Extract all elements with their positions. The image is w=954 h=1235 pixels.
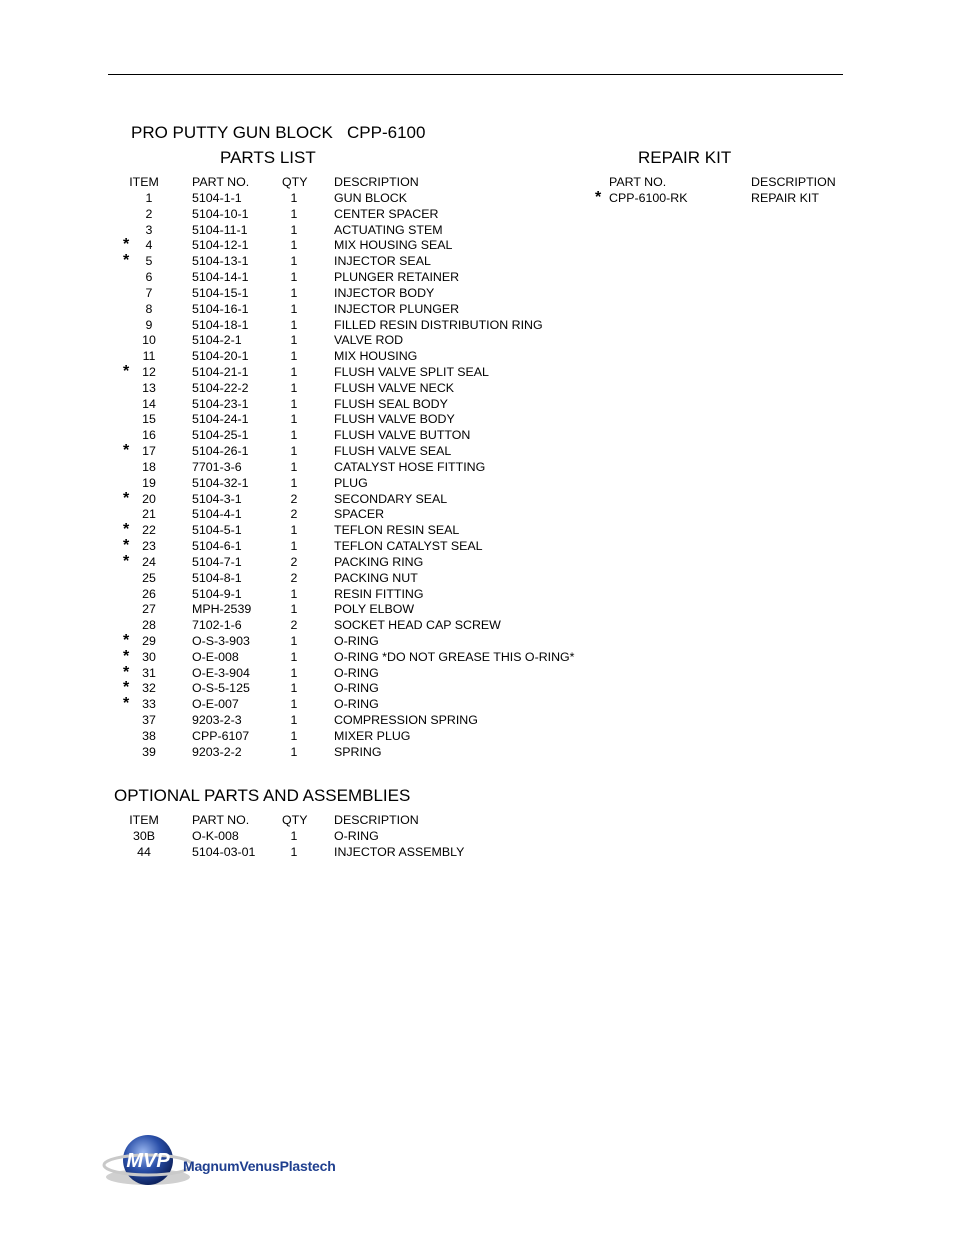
description: INJECTOR SEAL (334, 254, 431, 269)
item-number: 14 (142, 396, 156, 411)
part-number: 5104-13-1 (192, 254, 249, 269)
repair-kit-description: REPAIR KIT (751, 191, 819, 205)
part-number: 5104-4-1 (192, 507, 242, 522)
repair-kit-part-no: CPP-6100-RK (609, 191, 688, 205)
part-number: 5104-15-1 (192, 285, 249, 300)
quantity: 1 (290, 396, 298, 411)
part-number: 5104-03-01 (192, 845, 256, 859)
part-number: 9203-2-3 (192, 713, 242, 728)
quantity: 1 (290, 586, 298, 601)
part-number: 5104-9-1 (192, 586, 242, 601)
repair-kit-heading: REPAIR KIT (638, 148, 732, 167)
description: PACKING RING (334, 554, 424, 569)
item-number: 1 (145, 191, 153, 205)
item-number: 12 (142, 365, 156, 380)
part-number: 5104-5-1 (192, 523, 242, 538)
description: INJECTOR BODY (334, 285, 435, 300)
quantity: 1 (290, 602, 298, 617)
part-number: 5104-25-1 (192, 428, 249, 443)
part-number: 5104-23-1 (192, 396, 249, 411)
description: PLUG (334, 475, 368, 490)
quantity: 2 (290, 507, 298, 522)
part-number: 5104-6-1 (192, 539, 242, 554)
repair-kit-star-marker: * (123, 552, 130, 570)
description: SPACER (334, 507, 385, 522)
repair-kit-star-marker: * (123, 489, 130, 507)
description: COMPRESSION SPRING (334, 713, 478, 728)
item-number: 9 (145, 317, 153, 332)
description: FLUSH VALVE NECK (334, 380, 455, 395)
quantity: 1 (290, 539, 298, 554)
item-number: 7 (145, 285, 153, 300)
repair-kit-star-marker: * (595, 189, 602, 206)
item-number: 18 (142, 459, 156, 474)
item-number: 21 (142, 507, 156, 522)
quantity: 1 (290, 697, 298, 712)
optional-header-qty: QTY (282, 813, 308, 827)
part-number: 5104-32-1 (192, 475, 249, 490)
description: MIXER PLUG (334, 728, 411, 743)
repair-kit-star-marker: * (123, 537, 130, 555)
description: SPRING (334, 744, 382, 759)
item-number: 13 (142, 380, 156, 395)
item-number: 30B (132, 829, 156, 843)
repair-kit-star-marker: * (123, 695, 130, 713)
part-number: O-K-008 (192, 829, 239, 843)
item-number: 19 (142, 475, 156, 490)
item-number: 38 (142, 728, 156, 743)
item-number: 4 (145, 238, 153, 253)
description: SOCKET HEAD CAP SCREW (334, 618, 501, 633)
part-number: 5104-18-1 (192, 317, 249, 332)
optional-header-description: DESCRIPTION (334, 813, 419, 827)
quantity: 1 (290, 349, 298, 364)
part-number: CPP-6107 (192, 728, 250, 743)
description: MIX HOUSING (334, 349, 418, 364)
item-number: 22 (142, 523, 156, 538)
item-number: 29 (142, 633, 156, 648)
optional-header-item: ITEM (129, 813, 159, 827)
description: O-RING (334, 697, 379, 712)
quantity: 1 (290, 633, 298, 648)
part-number: 5104-10-1 (192, 206, 249, 221)
item-number: 44 (137, 845, 151, 859)
quantity: 1 (290, 829, 298, 843)
part-number: 5104-26-1 (192, 444, 249, 459)
logo-wordmark: MagnumVenusPlastech (183, 1158, 336, 1174)
description: PLUNGER RETAINER (334, 270, 460, 285)
description: SECONDARY SEAL (334, 491, 448, 506)
part-number: 7102-1-6 (192, 618, 242, 633)
repair-kit-star-marker: * (123, 679, 130, 697)
description: O-RING (334, 681, 379, 696)
item-number: 30 (142, 649, 156, 664)
repair-kit-star-marker: * (123, 236, 130, 254)
header-item: ITEM (129, 175, 159, 189)
description: PACKING NUT (334, 570, 418, 585)
part-number: O-S-5-125 (192, 681, 250, 696)
item-number: 25 (142, 570, 156, 585)
part-number: 5104-2-1 (192, 333, 242, 348)
repair-kit-star-marker: * (123, 631, 130, 649)
description: CENTER SPACER (334, 206, 439, 221)
repair-kit-star-marker: * (123, 521, 130, 539)
part-number: 5104-21-1 (192, 365, 249, 380)
repair-kit-header-part-no: PART NO. (609, 175, 667, 189)
quantity: 1 (290, 254, 298, 269)
quantity: 1 (290, 475, 298, 490)
quantity: 2 (290, 618, 298, 633)
part-number: O-S-3-903 (192, 633, 250, 648)
part-number: 5104-16-1 (192, 301, 249, 316)
logo-badge-text: MVP (126, 1150, 170, 1172)
item-number: 28 (142, 618, 156, 633)
description: RESIN FITTING (334, 586, 424, 601)
part-number: 5104-14-1 (192, 270, 249, 285)
repair-kit-star-marker: * (123, 647, 130, 665)
quantity: 1 (290, 238, 298, 253)
item-number: 31 (142, 665, 156, 680)
description: O-RING (334, 665, 379, 680)
quantity: 1 (290, 665, 298, 680)
mvp-globe-icon (102, 1133, 192, 1193)
quantity: 1 (290, 317, 298, 332)
item-number: 39 (142, 744, 156, 759)
quantity: 2 (290, 554, 298, 569)
quantity: 1 (290, 191, 298, 205)
optional-parts-heading: OPTIONAL PARTS AND ASSEMBLIES (114, 786, 411, 805)
item-number: 17 (142, 444, 156, 459)
description: TEFLON RESIN SEAL (334, 523, 460, 538)
quantity: 1 (290, 459, 298, 474)
part-number: O-E-008 (192, 649, 239, 664)
quantity: 1 (290, 728, 298, 743)
part-number: 5104-12-1 (192, 238, 249, 253)
part-number: 5104-3-1 (192, 491, 242, 506)
quantity: 1 (290, 444, 298, 459)
quantity: 1 (290, 845, 298, 859)
quantity: 1 (290, 333, 298, 348)
description: INJECTOR ASSEMBLY (334, 845, 465, 859)
description: GUN BLOCK (334, 191, 407, 205)
part-number: 5104-7-1 (192, 554, 242, 569)
quantity: 1 (290, 222, 298, 237)
description: FLUSH VALVE SPLIT SEAL (334, 365, 489, 380)
description: ACTUATING STEM (334, 222, 443, 237)
quantity: 2 (290, 570, 298, 585)
part-number: MPH-2539 (192, 602, 252, 617)
description: CATALYST HOSE FITTING (334, 459, 486, 474)
description: VALVE ROD (334, 333, 404, 348)
parts-list-heading: PARTS LIST (220, 148, 316, 167)
item-number: 33 (142, 697, 156, 712)
description: O-RING (334, 633, 379, 648)
header-qty: QTY (282, 175, 308, 189)
item-number: 15 (142, 412, 156, 427)
part-number: 9203-2-2 (192, 744, 242, 759)
item-number: 32 (142, 681, 156, 696)
item-number: 23 (142, 539, 156, 554)
item-number: 10 (142, 333, 156, 348)
part-number: 5104-20-1 (192, 349, 249, 364)
description: FLUSH VALVE BUTTON (334, 428, 471, 443)
quantity: 1 (290, 270, 298, 285)
item-number: 8 (145, 301, 153, 316)
item-number: 16 (142, 428, 156, 443)
part-number: O-E-3-904 (192, 665, 250, 680)
description: FLUSH VALVE BODY (334, 412, 455, 427)
item-number: 27 (142, 602, 156, 617)
item-number: 2 (145, 206, 153, 221)
item-number: 37 (142, 713, 156, 728)
quantity: 1 (290, 412, 298, 427)
repair-kit-header-description: DESCRIPTION (751, 175, 836, 189)
description: POLY ELBOW (334, 602, 415, 617)
quantity: 1 (290, 681, 298, 696)
item-number: 5 (145, 254, 153, 269)
description: FLUSH SEAL BODY (334, 396, 448, 411)
repair-kit-star-marker: * (123, 663, 130, 681)
part-number: 7701-3-6 (192, 459, 242, 474)
quantity: 1 (290, 744, 298, 759)
item-number: 11 (142, 349, 156, 364)
part-number: O-E-007 (192, 697, 239, 712)
description: MIX HOUSING SEAL (334, 238, 453, 253)
part-number: 5104-1-1 (192, 191, 242, 205)
quantity: 1 (290, 206, 298, 221)
description: FILLED RESIN DISTRIBUTION RING (334, 317, 543, 332)
item-number: 6 (145, 270, 153, 285)
header-rule (108, 74, 843, 75)
page-title: PRO PUTTY GUN BLOCK CPP-6100 (131, 123, 426, 142)
quantity: 1 (290, 365, 298, 380)
item-number: 20 (142, 491, 156, 506)
description: O-RING *DO NOT GREASE THIS O-RING* (334, 649, 575, 664)
description: INJECTOR PLUNGER (334, 301, 460, 316)
quantity: 1 (290, 523, 298, 538)
header-part-no: PART NO. (192, 175, 250, 189)
quantity: 1 (290, 713, 298, 728)
description: FLUSH VALVE SEAL (334, 444, 452, 459)
part-number: 5104-11-1 (192, 222, 248, 237)
description: TEFLON CATALYST SEAL (334, 539, 483, 554)
quantity: 1 (290, 301, 298, 316)
quantity: 1 (290, 380, 298, 395)
header-description: DESCRIPTION (334, 175, 419, 189)
quantity: 1 (290, 285, 298, 300)
item-number: 26 (142, 586, 156, 601)
repair-kit-star-marker: * (123, 252, 130, 270)
item-number: 24 (142, 554, 156, 569)
quantity: 2 (290, 491, 298, 506)
optional-header-part-no: PART NO. (192, 813, 250, 827)
repair-kit-star-marker: * (123, 363, 130, 381)
quantity: 1 (290, 428, 298, 443)
description: O-RING (334, 829, 379, 843)
part-number: 5104-24-1 (192, 412, 249, 427)
item-number: 3 (145, 222, 153, 237)
part-number: 5104-22-2 (192, 380, 249, 395)
repair-kit-star-marker: * (123, 442, 130, 460)
quantity: 1 (290, 649, 298, 664)
part-number: 5104-8-1 (192, 570, 242, 585)
